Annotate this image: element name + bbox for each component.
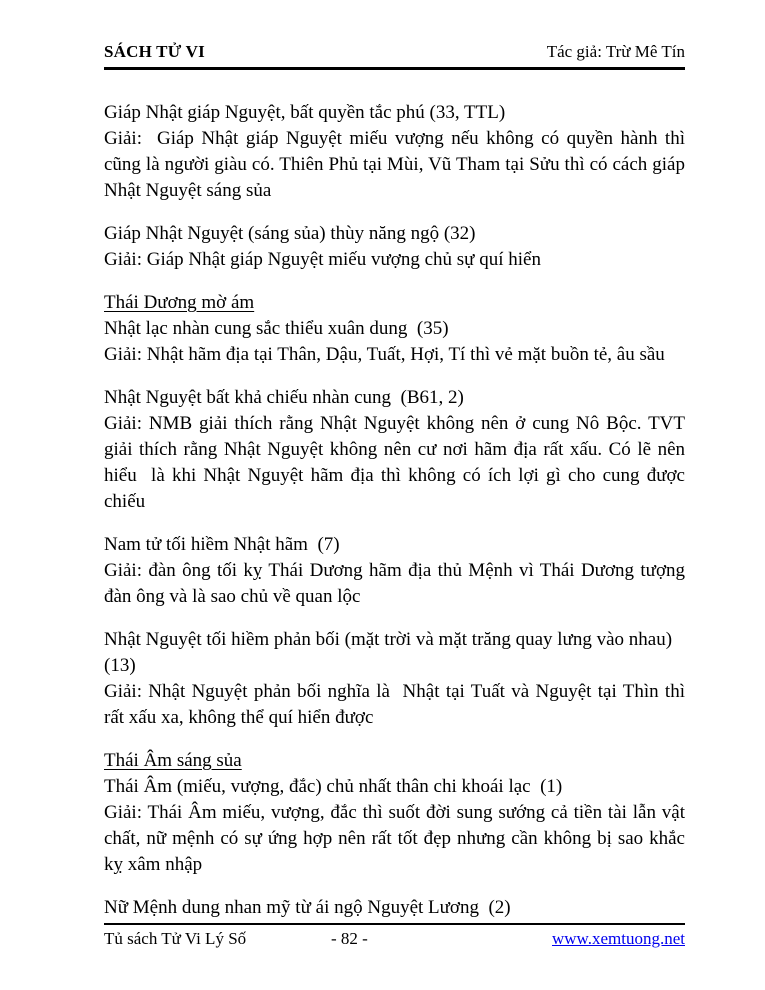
entry-explanation: Giải: Giáp Nhật giáp Nguyệt miếu vượng nếu không có quyền hành thì cũng là người giàu có. Thiên Phủ tại Mùi, Vũ Tham tại Sửu thì có cách giáp Nhật Nguyệt sáng sủa: [104, 128, 690, 201]
page-header: [104, 42, 685, 70]
entry-title: Thái Âm (miếu, vượng, đắc) chủ nhất thân chi khoái lạc (1): [104, 776, 563, 797]
entry-title: Giáp Nhật giáp Nguyệt, bất quyền tắc phú (33, TTL): [104, 102, 506, 123]
entry-block: [104, 385, 690, 515]
book-title: SÁCH TỬ VI: [104, 42, 205, 61]
entry-block: [104, 627, 690, 731]
author-credit: Tác giả: Trừ Mê Tín: [546, 42, 685, 61]
entry-explanation: Giải: NMB giải thích rằng Nhật Nguyệt không nên ở cung Nô Bộc. TVT giải thích rằng Nhật Nguyệt không nên cư nơi hãm địa rất xấu. Có lẽ nên hiểu là khi Nhật Nguyệt hãm địa thì không có ích lợi gì cho cung được chiếu: [104, 413, 690, 512]
entry-title: Giáp Nhật Nguyệt (sáng sủa) thùy năng ngộ (32): [104, 223, 476, 244]
entry-title: Nữ Mệnh dung nhan mỹ từ ái ngộ Nguyệt Lương (2): [104, 897, 511, 918]
footer-row: [104, 929, 685, 949]
entry-title: Nhật Nguyệt bất khả chiếu nhàn cung (B61, 2): [104, 387, 464, 408]
entry-block: [104, 532, 690, 610]
entry-block: [104, 895, 685, 921]
entry-block: [104, 221, 685, 273]
entry-explanation: Giải: Nhật hãm địa tại Thân, Dậu, Tuất, Hợi, Tí thì vẻ mặt buồn tẻ, âu sầu: [104, 344, 665, 365]
entry-title: Nhật lạc nhàn cung sắc thiểu xuân dung (35): [104, 318, 449, 339]
page-footer: [104, 923, 685, 953]
page-number: - 82 -: [331, 929, 368, 948]
footer-series-title: Tủ sách Tử Vi Lý Số: [104, 929, 247, 948]
entry-explanation: Giải: Giáp Nhật giáp Nguyệt miếu vượng chủ sự quí hiển: [104, 249, 541, 270]
section-heading: Thái Âm sáng sủa: [104, 750, 242, 771]
website-link[interactable]: www.xemtuong.net: [552, 929, 685, 948]
entry-title: Nam tử tối hiềm Nhật hãm (7): [104, 534, 340, 555]
entry-block: [104, 774, 690, 878]
entry-block: [104, 100, 690, 204]
entry-explanation: Giải: đàn ông tối kỵ Thái Dương hãm địa thủ Mệnh vì Thái Dương tượng đàn ông và là sao chủ về quan lộc: [104, 560, 690, 607]
entry-explanation: Giải: Thái Âm miếu, vượng, đắc thì suốt đời sung sướng cả tiền tài lẫn vật chất, nữ mệnh có sự ứng hợp nên rất tốt đẹp nhưng cần không bị sao khắc kỵ xâm nhập: [104, 802, 690, 875]
entry-title: Nhật Nguyệt tối hiềm phản bối (mặt trời và mặt trăng quay lưng vào nhau) (13): [104, 629, 682, 676]
entry-block: [104, 316, 685, 368]
entry-explanation: Giải: Nhật Nguyệt phản bối nghĩa là Nhật tại Tuất và Nguyệt tại Thìn thì rất xấu xa, không thể quí hiển được: [104, 681, 690, 728]
section-heading: Thái Dương mờ ám: [104, 292, 255, 313]
page-content: [104, 100, 690, 938]
